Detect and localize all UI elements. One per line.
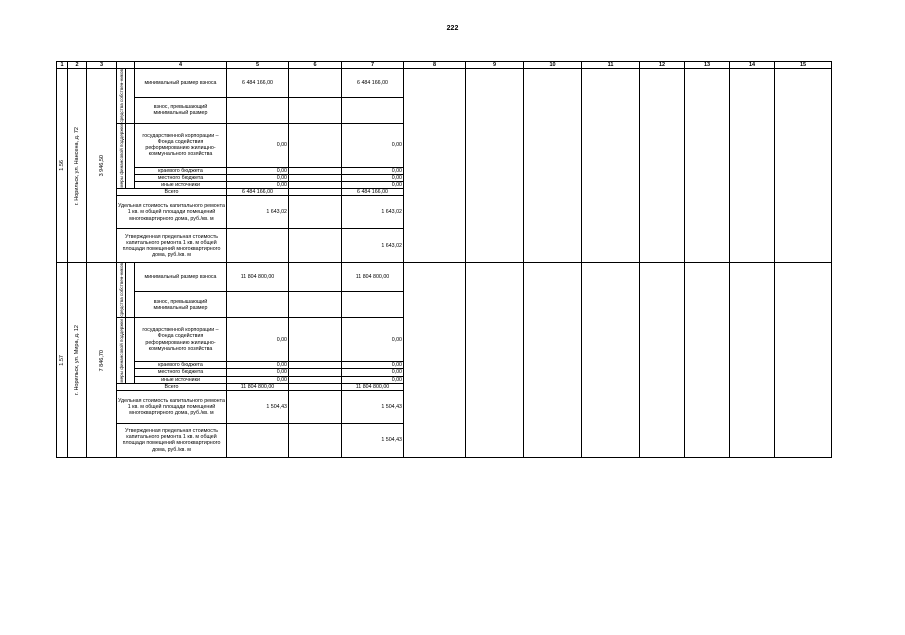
- limit-cost-label: Утвержденная предельная стоимость капитального ремонта 1 кв. м общей площади помещений многоквартирного дома, руб./кв. м: [117, 423, 227, 457]
- excess-contribution-label: взнос, превышающий минимальный размер: [135, 97, 227, 123]
- table-row: [57, 69, 832, 98]
- other-label: иные источники: [135, 182, 227, 189]
- address-cell: [68, 263, 87, 457]
- column-header: 6: [289, 62, 342, 69]
- local-col7: 0,00: [342, 174, 404, 181]
- column-header: 15: [775, 62, 832, 69]
- address-cell: [68, 69, 87, 263]
- min-col5: 6 484 166,00: [227, 69, 289, 98]
- support-measures-group: [117, 123, 126, 189]
- fund-label: государственной корпорации – Фонда содействия реформированию жилищно-коммунального хозяйства: [135, 123, 227, 167]
- area-cell: [87, 69, 117, 263]
- column-header: 1: [57, 62, 68, 69]
- column-header: 4: [135, 62, 227, 69]
- owner-funds-group: [117, 263, 126, 318]
- total-label: Всего: [117, 383, 227, 390]
- record-number-cell: [57, 69, 68, 263]
- owner-funds-label: средства собствен-ников: [118, 263, 124, 318]
- other-label: иные источники: [135, 376, 227, 383]
- page-number: 222: [446, 25, 459, 32]
- fund-col5: 0,00: [227, 123, 289, 167]
- area-cell: [87, 263, 117, 457]
- support-measures-label: меры финансовой поддержки: [118, 318, 124, 383]
- excess-contribution-label: взнос, превышающий минимальный размер: [135, 292, 227, 318]
- total-col5: 6 484 166,00: [227, 189, 289, 196]
- local-label: местного бюджета: [135, 174, 227, 181]
- record-number-cell: [57, 263, 68, 457]
- column-header: 13: [685, 62, 730, 69]
- regional-col7: 0,00: [342, 167, 404, 174]
- column-header: 14: [730, 62, 775, 69]
- unit-col5: 1 504,43: [227, 390, 289, 423]
- local-label: местного бюджета: [135, 369, 227, 376]
- column-header: 8: [404, 62, 466, 69]
- local-col5: 0,00: [227, 369, 289, 376]
- record-number: 1.57: [59, 354, 65, 366]
- min-contribution-label: минимальный размер взноса: [135, 69, 227, 98]
- owner-funds-group: [117, 69, 126, 124]
- fund-col7: 0,00: [342, 123, 404, 167]
- fund-label: государственной корпорации – Фонда содействия реформированию жилищно-коммунального хозяйства: [135, 318, 227, 362]
- local-col5: 0,00: [227, 174, 289, 181]
- total-label: Всего: [117, 189, 227, 196]
- support-measures-label: меры финансовой поддержки: [118, 124, 124, 188]
- unit-col5: 1 643,02: [227, 196, 289, 229]
- regional-label: краевого бюджета: [135, 362, 227, 369]
- regional-label: краевого бюджета: [135, 167, 227, 174]
- column-header: 3: [87, 62, 117, 69]
- min-col5: 11 804 800,00: [227, 263, 289, 292]
- total-col5: 11 804 800,00: [227, 383, 289, 390]
- record-1-57: [57, 263, 832, 457]
- column-header: 11: [582, 62, 640, 69]
- min-contribution-label: минимальный размер взноса: [135, 263, 227, 292]
- record-number: 1.56: [59, 160, 65, 172]
- unit-col7: 1 504,43: [342, 390, 404, 423]
- area: 3 946,50: [98, 155, 105, 177]
- column-header: 9: [466, 62, 524, 69]
- limit-col7: 1 504,43: [342, 423, 404, 457]
- address: г. Норильск, ул. Мира, д. 12: [74, 325, 80, 396]
- unit-cost-label: Удельная стоимость капитального ремонта 1 кв. м общей площади помещений многоквартирного дома, руб./кв. м: [117, 390, 227, 423]
- column-header: 5: [227, 62, 289, 69]
- column-header: 12: [640, 62, 685, 69]
- other-col7: 0,00: [342, 376, 404, 383]
- total-col7: 11 804 800,00: [342, 383, 404, 390]
- total-col7: 6 484 166,00: [342, 189, 404, 196]
- address: г. Норильск, ул. Нансена, д. 72: [74, 126, 80, 205]
- fund-col7: 0,00: [342, 318, 404, 362]
- unit-cost-label: Удельная стоимость капитального ремонта 1 кв. м общей площади помещений многоквартирного дома, руб./кв. м: [117, 196, 227, 229]
- regional-col7: 0,00: [342, 362, 404, 369]
- column-header: 2: [68, 62, 87, 69]
- regional-col5: 0,00: [227, 167, 289, 174]
- capital-repair-table: [56, 61, 832, 458]
- support-measures-group: [117, 318, 126, 384]
- table-row: [57, 263, 832, 292]
- column-header: 7: [342, 62, 404, 69]
- record-1-56: [57, 69, 832, 263]
- area: 7 846,70: [98, 349, 105, 371]
- local-col7: 0,00: [342, 369, 404, 376]
- column-header: [117, 62, 135, 69]
- min-col7: 6 484 166,00: [342, 69, 404, 98]
- owner-funds-label: средства собствен-ников: [118, 69, 124, 123]
- column-header: 10: [524, 62, 582, 69]
- limit-cost-label: Утвержденная предельная стоимость капитального ремонта 1 кв. м общей площади помещений многоквартирного дома, руб./кв. м: [117, 229, 227, 263]
- unit-col7: 1 643,02: [342, 196, 404, 229]
- fund-col5: 0,00: [227, 318, 289, 362]
- min-col7: 11 804 800,00: [342, 263, 404, 292]
- limit-col7: 1 643,02: [342, 229, 404, 263]
- column-header-row: [57, 62, 832, 69]
- other-col5: 0,00: [227, 182, 289, 189]
- other-col7: 0,00: [342, 182, 404, 189]
- regional-col5: 0,00: [227, 362, 289, 369]
- other-col5: 0,00: [227, 376, 289, 383]
